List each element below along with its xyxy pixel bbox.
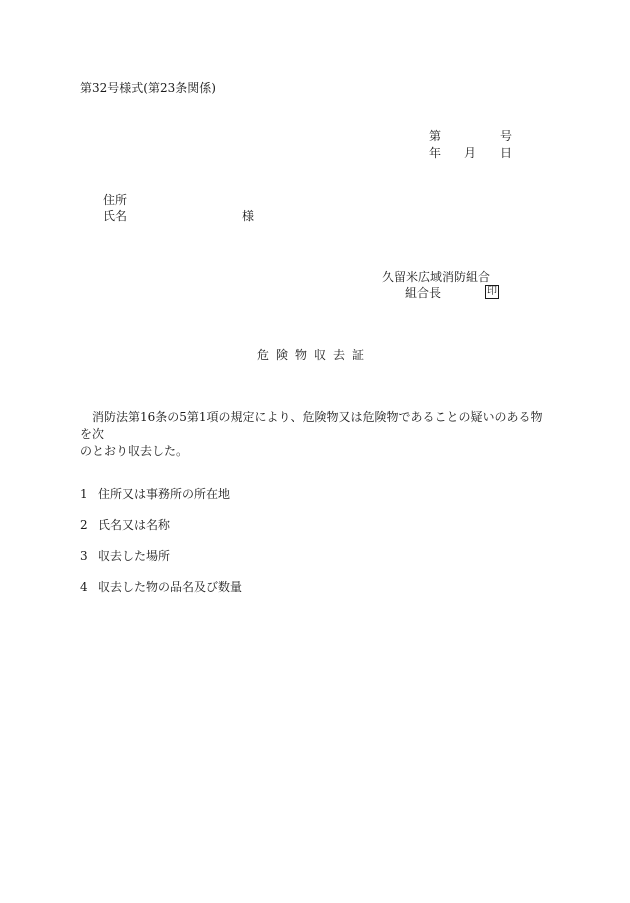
date-year-label: 年 [429,146,442,160]
body-line-2: のとおり収去した。 [80,444,189,458]
list-item [80,549,170,563]
list-item-number: 4 [80,580,88,594]
list-item-text: 氏名又は名称 [98,518,171,532]
list-item [80,518,170,532]
form-number: 第32号様式(第23条関係) [80,81,216,95]
list-item-text: 収去した物の品名及び数量 [98,580,243,594]
list-item-text: 住所又は事務所の所在地 [98,487,231,501]
date-day-label: 日 [500,146,513,160]
document-title: 危険物収去証 [257,348,372,362]
recipient-name-label: 氏名 [103,209,128,223]
issuer-organization: 久留米広域消防組合 [382,270,491,284]
list-item [80,487,230,501]
list-item-number: 3 [80,549,88,563]
list-item-text: 収去した場所 [98,549,171,563]
recipient-honorific: 様 [242,209,255,223]
issuer-title: 組合長 [405,286,442,300]
body-paragraph [80,409,550,460]
recipient-address-label: 住所 [103,193,128,207]
document-number-suffix: 号 [500,129,513,143]
body-line-1: 消防法第16条の5第1項の規定により、危険物又は危険物であることの疑いのある物を次 [80,410,543,441]
list-item-number: 2 [80,518,88,532]
list-item-number: 1 [80,487,88,501]
document-number-prefix: 第 [429,129,442,143]
seal-mark: 印 [487,286,497,297]
list-item [80,580,242,594]
date-month-label: 月 [464,146,477,160]
